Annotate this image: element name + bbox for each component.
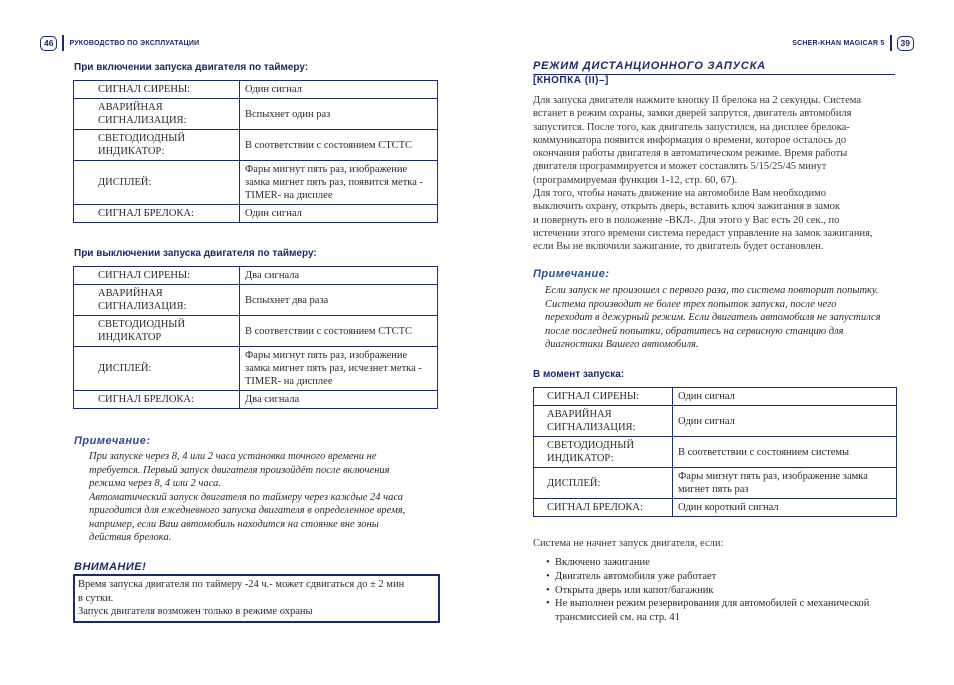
left-page-header	[40, 34, 199, 52]
note-line: режима через 8, 4 или 2 часа.	[89, 478, 221, 489]
table-row	[74, 267, 438, 285]
table-label-cell: ДИСПЛЕЙ:	[74, 161, 240, 205]
left-note-title: Примечание:	[74, 435, 151, 447]
header-divider	[62, 35, 64, 51]
section-title-start-moment: В момент запуска:	[533, 369, 625, 380]
section-title-timer-off: При выключении запуска двигателя по таймеру:	[74, 248, 317, 259]
table-row	[534, 388, 897, 406]
list-item: • Не выполнен режим резервирования для автомобилей с механической трансмиссией см. на стр. 41	[546, 597, 896, 625]
table-label-cell: АВАРИЙНАЯ СИГНАЛИЗАЦИЯ:	[74, 285, 240, 316]
body-line: и повернуть его в положение -ВКЛ-. Для этого у Вас есть 20 сек., по	[533, 214, 840, 226]
table-row	[534, 437, 897, 468]
note-line: действия брелока.	[89, 532, 172, 543]
table-value-cell: Фары мигнут пять раз, изображение замка мигнет пять раз	[673, 468, 897, 499]
table-value-cell: Один сигнал	[673, 406, 897, 437]
table-label-cell: ДИСПЛЕЙ:	[74, 347, 240, 391]
table-row	[74, 130, 438, 161]
table-row	[534, 406, 897, 437]
table-label-cell: СИГНАЛ БРЕЛОКА:	[534, 499, 673, 517]
right-note-text	[545, 284, 905, 352]
body-line: коммуникатора появится информация о времени, которое осталось до	[533, 134, 847, 146]
left-page-number: 46	[40, 36, 57, 51]
body-line: истечении этого времени система передаст управление на замок зажигания,	[533, 227, 873, 239]
warning-line: Время запуска двигателя по таймеру -24 ч.- может сдвигаться до ± 2 мин	[78, 579, 405, 590]
right-header-title: SCHER-KHAN MAGICAR 5	[792, 39, 885, 47]
table-row	[74, 81, 438, 99]
conditions-list	[546, 556, 896, 625]
table-value-cell: В соответствии с состоянием СТСТС	[240, 316, 438, 347]
note-line: после последней попытки, обратитесь на сервисную станцию для	[545, 325, 844, 337]
table-label-cell: АВАРИЙНАЯ СИГНАЛИЗАЦИЯ:	[74, 99, 240, 130]
left-note-text	[89, 450, 439, 545]
body-line: окончания работы двигателя в автоматическом режиме. Время работы	[533, 148, 848, 160]
table-label-cell: СВЕТОДИОДНЫЙ ИНДИКАТОР	[74, 316, 240, 347]
note-line: При запуске через 8, 4 или 2 часа установка точного времени не	[89, 451, 377, 462]
note-line: например, если Ваш автомобиль находится на стоянке вне зоны	[89, 518, 379, 530]
table-value-cell: Один сигнал	[673, 388, 897, 406]
section-subtitle: [КНОПКА (II)–]	[533, 75, 609, 86]
body-line: если Вы не включили зажигание, то двигатель будет остановлен.	[533, 241, 824, 253]
table-label-cell: СИГНАЛ СИРЕНЫ:	[74, 267, 240, 285]
body-line: встанет в режим охраны, замки дверей запрутся, двигатель автомобиля	[533, 108, 852, 120]
body-line: Для запуска двигателя нажмите кнопку II брелока на 2 секунды. Система	[533, 95, 861, 106]
table-row	[74, 205, 438, 223]
right-page-header	[792, 34, 914, 52]
table-row	[534, 468, 897, 499]
header-divider	[890, 35, 892, 51]
table-row	[74, 316, 438, 347]
body-line: (программируемая функция 1-12, стр. 60, 67).	[533, 174, 738, 186]
table-label-cell: СИГНАЛ БРЕЛОКА:	[74, 391, 240, 409]
list-item: • Открыта дверь или капот/багажник	[546, 584, 896, 598]
table-value-cell: Один сигнал	[240, 205, 438, 223]
table-label-cell: АВАРИЙНАЯ СИГНАЛИЗАЦИЯ:	[534, 406, 673, 437]
table-value-cell: Фары мигнут пять раз, изображение замка мигнет пять раз, появится метка -TIMER- на дисплее	[240, 161, 438, 205]
note-line: переходит в дежурный режим. Если двигатель автомобиля не запустился	[545, 312, 881, 323]
left-header-title: РУКОВОДСТВО ПО ЭКСПЛУАТАЦИИ	[69, 39, 200, 47]
right-note-title: Примечание:	[533, 268, 610, 280]
list-item: • Двигатель автомобиля уже работает	[546, 570, 896, 584]
note-line: Если запуск не произошел с первого раза, то система повторит попытку.	[545, 285, 879, 296]
conditions-intro: Система не начнет запуск двигателя, если:	[533, 538, 724, 549]
table-row	[74, 285, 438, 316]
note-line: пригодится для ежедневного запуска двигателя в определенное время,	[89, 505, 406, 516]
table-value-cell: Один сигнал	[240, 81, 438, 99]
table-label-cell: СИГНАЛ БРЕЛОКА:	[74, 205, 240, 223]
table-value-cell: Фары мигнут пять раз, изображение замка мигнет пять раз, исчезнет метка -TIMER- на дисплее	[240, 347, 438, 391]
table-row	[74, 161, 438, 205]
warning-box	[73, 574, 440, 623]
table-label-cell: ДИСПЛЕЙ:	[534, 468, 673, 499]
table-row	[74, 99, 438, 130]
table-value-cell: Вспыхнет один раз	[240, 99, 438, 130]
start-moment-table	[533, 387, 897, 517]
body-line: двигателя программируется и может составлять 5/15/25/45 минут	[533, 161, 827, 173]
body-line: Для того, чтобы начать движение на автомобиле Вам необходимо	[533, 188, 827, 200]
section-title-timer-on: При включении запуска двигателя по таймеру:	[74, 62, 309, 73]
section-main-title: РЕЖИМ ДИСТАНЦИОННОГО ЗАПУСКА	[533, 60, 766, 72]
table-value-cell: В соответствии с состоянием СТСТС	[240, 130, 438, 161]
body-line: выключить охрану, открыть дверь, вставить ключ зажигания в замок	[533, 201, 841, 213]
table-label-cell: СИГНАЛ СИРЕНЫ:	[534, 388, 673, 406]
right-page-number: 39	[897, 36, 914, 51]
table-label-cell: СВЕТОДИОДНЫЙ ИНДИКАТОР:	[74, 130, 240, 161]
table-label-cell: СИГНАЛ СИРЕНЫ:	[74, 81, 240, 99]
table-row	[534, 499, 897, 517]
timer-on-table	[73, 80, 438, 223]
table-row	[74, 391, 438, 409]
remote-start-description	[533, 94, 903, 254]
body-line: запустится. После того, как двигатель запустился, на дисплее брелока-	[533, 121, 850, 133]
table-value-cell: Два сигнала	[240, 267, 438, 285]
table-value-cell: Два сигнала	[240, 391, 438, 409]
list-item: • Включено зажигание	[546, 556, 896, 570]
note-line: требуется. Первый запуск двигателя произойдёт после включения	[89, 464, 390, 476]
warning-line: в сутки.	[78, 592, 114, 604]
table-row	[74, 347, 438, 391]
note-line: Система производит не более трех попыток запуска, после чего	[545, 298, 837, 310]
table-value-cell: В соответствии с состоянием системы	[673, 437, 897, 468]
table-label-cell: СВЕТОДИОДНЫЙ ИНДИКАТОР:	[534, 437, 673, 468]
warning-title: ВНИМАНИЕ!	[74, 561, 147, 573]
table-value-cell: Вспыхнет два раза	[240, 285, 438, 316]
timer-off-table	[73, 266, 438, 409]
table-value-cell: Один короткий сигнал	[673, 499, 897, 517]
note-line: Автоматический запуск двигателя по таймеру через каждые 24 часа	[89, 491, 404, 503]
warning-line: Запуск двигателя возможен только в режиме охраны	[78, 606, 313, 617]
note-line: диагностики Вашего автомобиля.	[545, 339, 699, 350]
